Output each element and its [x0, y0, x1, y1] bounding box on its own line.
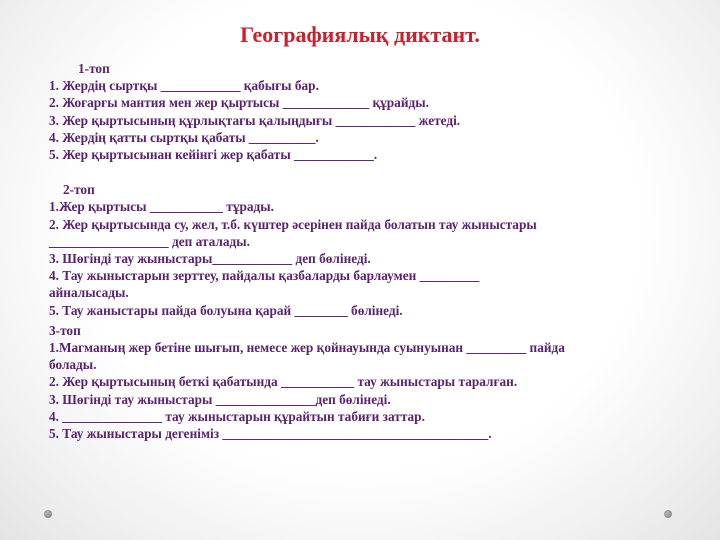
group-3: [49, 322, 689, 442]
question-line: 1.Магманың жер бетіне шығып, немесе жер қойнауында суынуынан _________ пайда: [49, 340, 565, 356]
slide-title: Географиялық диктант.: [240, 22, 480, 47]
question-line: __________________ деп аталады.: [49, 233, 250, 249]
question-line: 1.Жер қыртысы ___________ тұрады.: [49, 199, 274, 215]
group-2: [49, 181, 689, 319]
question-line: 4. Жердің қатты сыртқы қабаты __________.: [49, 129, 319, 145]
question-line: 4. _______________ тау жыныстарын құрайтын табиғи заттар.: [49, 408, 425, 424]
question-line: 2. Жоғарғы мантия мен жер қыртысы _____________ құрайды.: [49, 95, 429, 111]
question-line: 1. Жердің сыртқы ____________ қабығы бар.: [49, 78, 319, 94]
decorative-dot-left: [44, 510, 52, 518]
group-heading: 2-топ: [63, 182, 95, 198]
dictation-content: [49, 60, 689, 442]
group-heading: 3-топ: [49, 322, 81, 338]
question-line: айналысады.: [49, 285, 129, 301]
question-line: 4. Тау жыныстарын зерттеу, пайдалы қазбаларды барлаумен _________: [49, 268, 480, 284]
question-line: 3. Шөгінді тау жыныстары____________ деп бөлінеді.: [49, 251, 371, 267]
question-line: 5. Тау жыныстары дегеніміз ________________________________________.: [49, 426, 492, 442]
question-line: болады.: [49, 357, 97, 373]
group-1: [49, 60, 689, 163]
question-line: 5. Тау жаныстары пайда болуына қарай ________ бөлінеді.: [49, 302, 403, 318]
group-heading: 1-топ: [78, 61, 110, 76]
decorative-dot-right: [664, 510, 672, 518]
question-line: 3. Жер қыртысының құрлықтағы қалыңдығы ____________ жетеді.: [49, 112, 461, 128]
question-line: 2. Жер қыртысында су, жел, т.б. күштер әсерінен пайда болатын тау жыныстары: [49, 216, 537, 232]
question-line: 5. Жер қыртысынан кейінгі жер қабаты ____________.: [49, 147, 378, 163]
question-line: 2. Жер қыртысының беткі қабатында ___________ тау жыныстары таралған.: [49, 374, 518, 390]
question-line: 3. Шөгінді тау жыныстары _______________деп бөлінеді.: [49, 391, 391, 407]
